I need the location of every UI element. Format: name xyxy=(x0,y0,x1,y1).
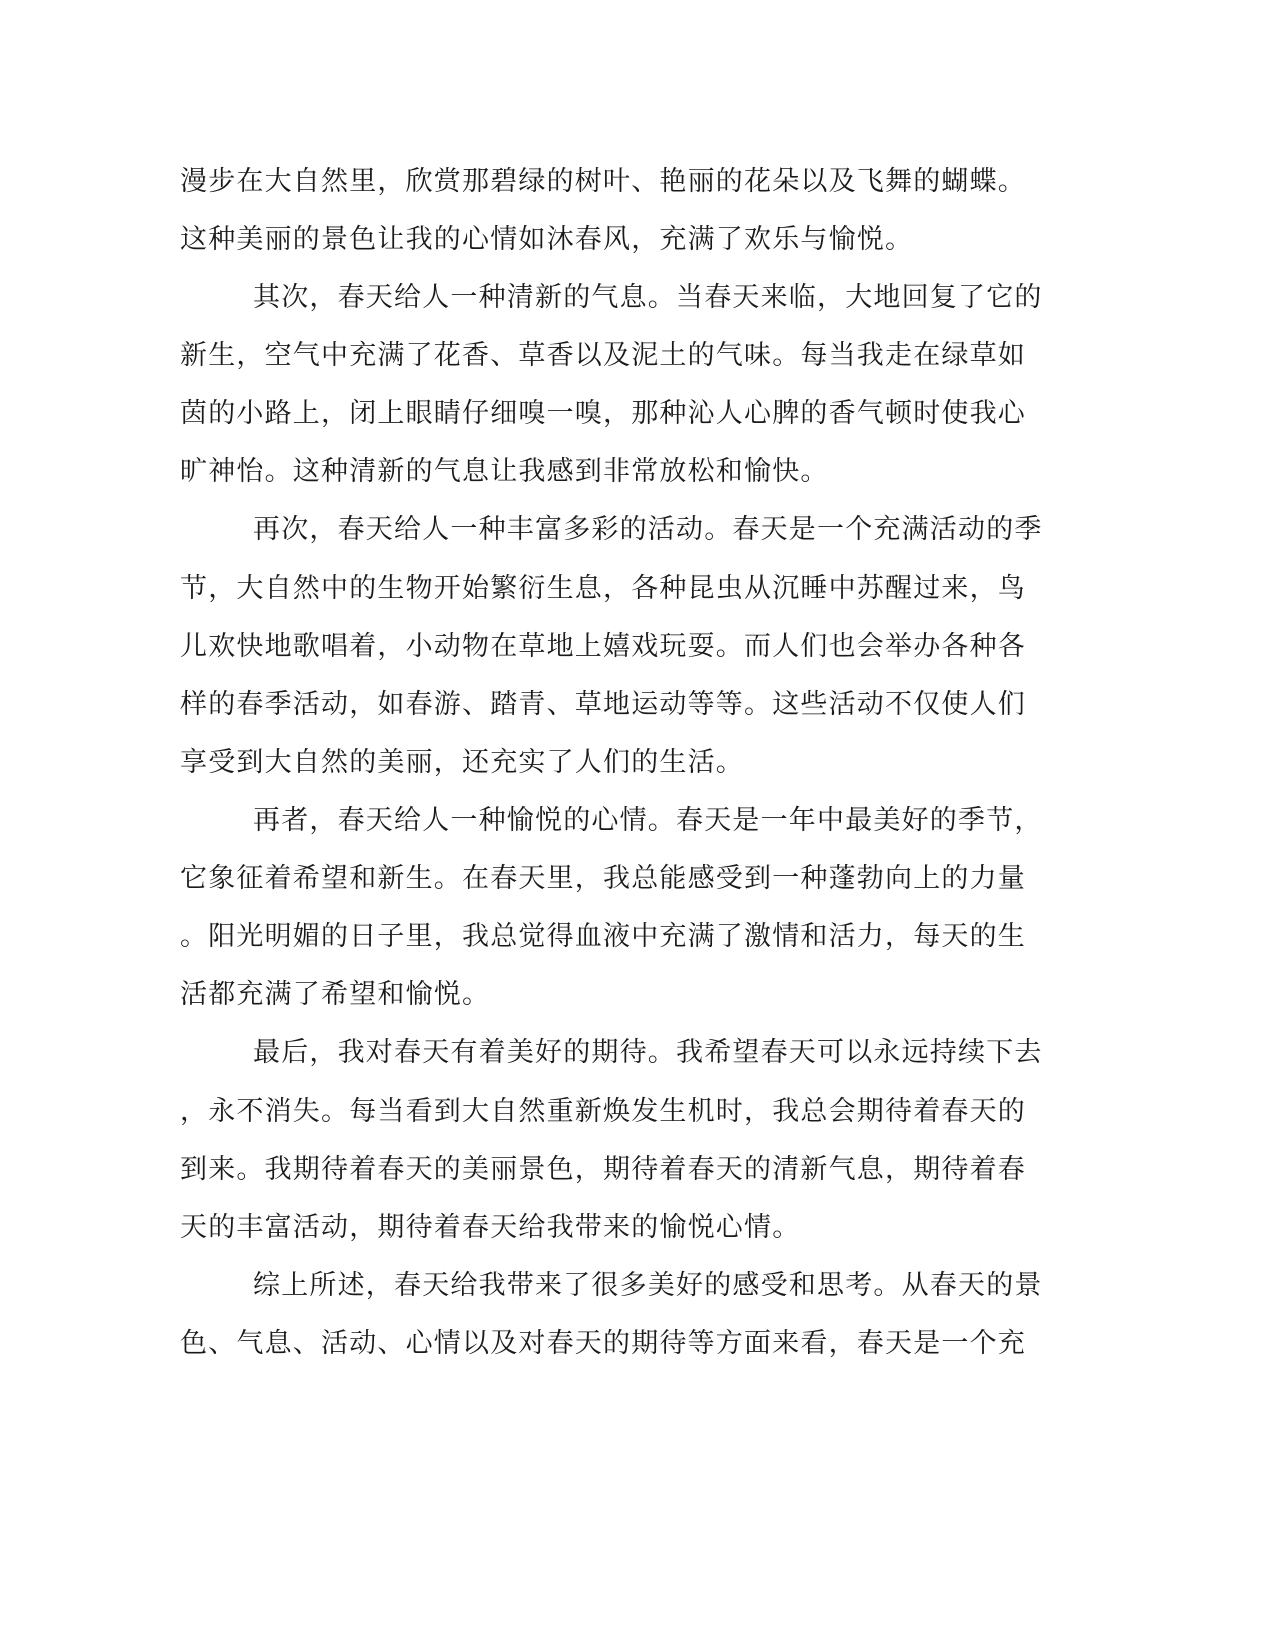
text-line: 样的春季活动，如春游、踏青、草地运动等等。这些活动不仅使人们 xyxy=(180,689,1026,720)
text-line: 节，大自然中的生物开始繁衍生息，各种昆虫从沉睡中苏醒过来，鸟 xyxy=(180,573,1026,604)
paragraph-first-line: 再者，春天给人一种愉悦的心情。春天是一年中最美好的季节， xyxy=(253,805,1043,836)
text-line: 儿欢快地歌唱着，小动物在草地上嬉戏玩耍。而人们也会举办各种各 xyxy=(180,631,1026,662)
paragraph-first-line: 综上所述，春天给我带来了很多美好的感受和思考。从春天的景 xyxy=(253,1270,1043,1301)
text-line: 色、气息、活动、心情以及对春天的期待等方面来看，春天是一个充 xyxy=(180,1328,1026,1359)
text-line: 茵的小路上，闭上眼睛仔细嗅一嗅，那种沁人心脾的香气顿时使我心 xyxy=(180,398,1026,429)
text-line: ，永不消失。每当看到大自然重新焕发生机时，我总会期待着春天的 xyxy=(180,1096,1026,1127)
text-line: 漫步在大自然里，欣赏那碧绿的树叶、艳丽的花朵以及飞舞的蝴蝶。 xyxy=(180,166,1026,197)
text-line: 天的丰富活动，期待着春天给我带来的愉悦心情。 xyxy=(180,1212,801,1243)
text-line: 它象征着希望和新生。在春天里，我总能感受到一种蓬勃向上的力量 xyxy=(180,863,1026,894)
text-line: 这种美丽的景色让我的心情如沐春风，充满了欢乐与愉悦。 xyxy=(180,224,914,255)
text-line: 。阳光明媚的日子里，我总觉得血液中充满了激情和活力，每天的生 xyxy=(180,921,1026,952)
paragraph-first-line: 最后，我对春天有着美好的期待。我希望春天可以永远持续下去 xyxy=(253,1037,1043,1068)
paragraph-first-line: 再次，春天给人一种丰富多彩的活动。春天是一个充满活动的季 xyxy=(253,514,1043,545)
text-line: 新生，空气中充满了花香、草香以及泥土的气味。每当我走在绿草如 xyxy=(180,340,1026,371)
text-line: 到来。我期待着春天的美丽景色，期待着春天的清新气息，期待着春 xyxy=(180,1154,1026,1185)
text-line: 活都充满了希望和愉悦。 xyxy=(180,979,491,1010)
text-line: 享受到大自然的美丽，还充实了人们的生活。 xyxy=(180,747,744,778)
text-line: 旷神怡。这种清新的气息让我感到非常放松和愉快。 xyxy=(180,456,829,487)
paragraph-first-line: 其次，春天给人一种清新的气息。当春天来临，大地回复了它的 xyxy=(253,282,1043,313)
